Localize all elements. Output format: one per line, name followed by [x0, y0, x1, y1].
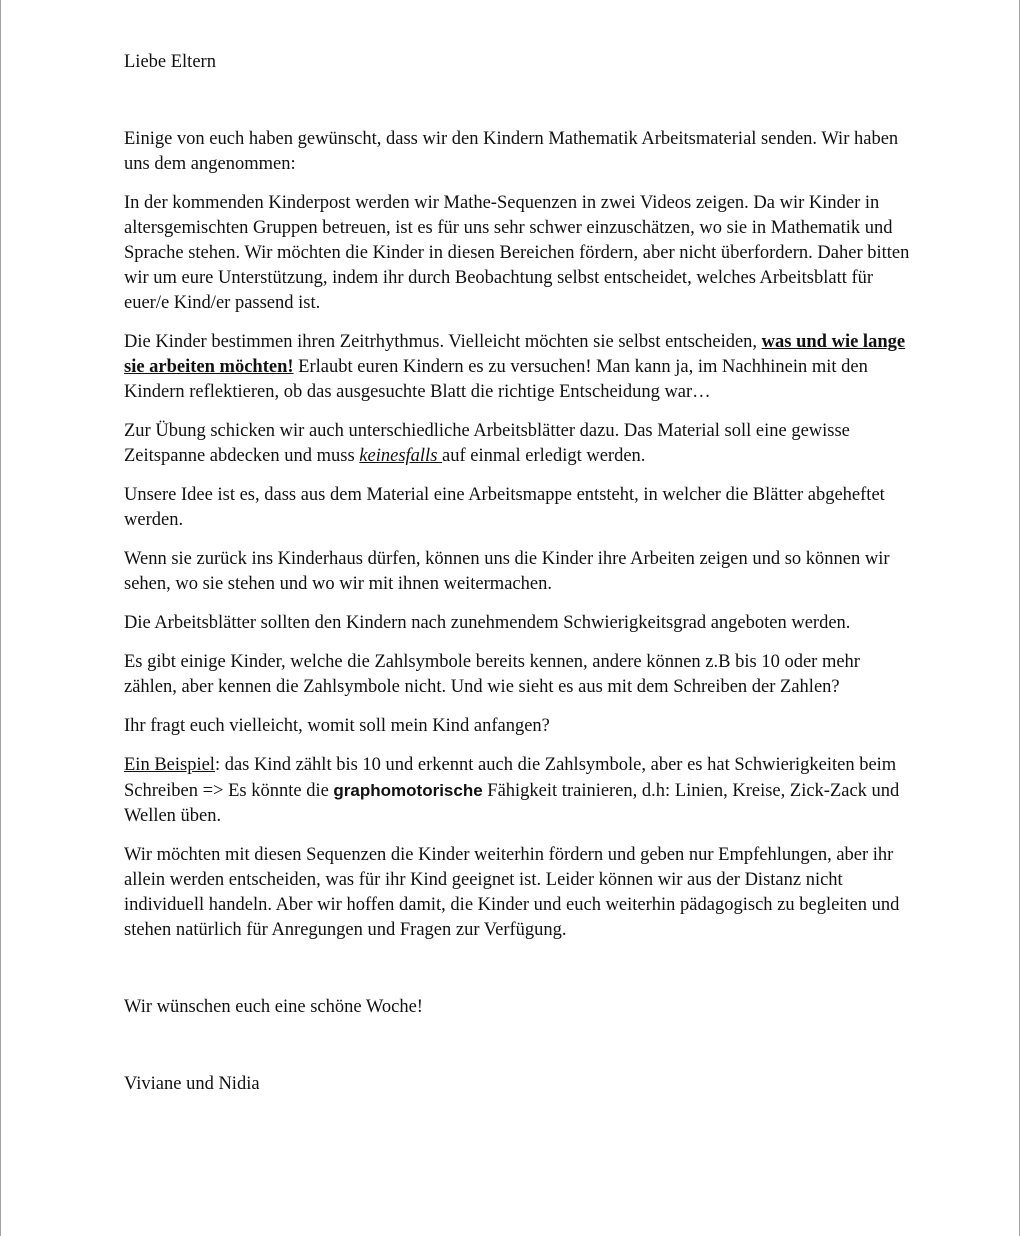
- letter-body: [124, 50, 914, 1111]
- paragraph-kinderpost: In der kommenden Kinderpost werden wir Mathe-Sequenzen in zwei Videos zeigen. Da wir Kinder in altersgemischten Gruppen betreuen, ist es für uns sehr schwer einzuschätzen, wo sie in Mathematik und Sprache stehen. Wir möchten die Kinder in diesen Bereichen fördern, aber nicht überfordern. Daher bitten wir um eure Unterstützung, indem ihr durch Beobachtung selbst entscheidet, welches Arbeitsblatt für euer/e Kind/er passend ist.: [124, 193, 910, 313]
- signature: Viviane und Nidia: [124, 1074, 260, 1094]
- paragraph-empfehlungen: Wir möchten mit diesen Sequenzen die Kinder weiterhin fördern und geben nur Empfehlungen, aber ihr allein werden entscheiden, was für ihr Kind geeignet ist. Leider können wir aus der Distanz nicht individuell handeln. Aber wir hoffen damit, die Kinder und euch weiterhin pädagogisch zu begleiten und stehen natürlich für Anregungen und Fragen zur Verfügung.: [124, 845, 900, 940]
- emphasis-keinesfalls: keinesfalls: [359, 446, 443, 466]
- paragraph-arbeitsmappe: Unsere Idee ist es, dass aus dem Material eine Arbeitsmappe entsteht, in welcher die Blätter abgeheftet werden.: [124, 485, 885, 530]
- paragraph-question: Ihr fragt euch vielleicht, womit soll mein Kind anfangen?: [124, 716, 550, 736]
- paragraph-zeitrhythmus-intro: Die Kinder bestimmen ihren Zeitrhythmus. Vielleicht möchten sie selbst entscheiden,: [124, 332, 762, 352]
- beispiel-label: Ein Beispiel: [124, 755, 215, 775]
- emphasis-was-und-wie-lange: was und wie lange sie arbeiten möchten!: [124, 332, 906, 377]
- paragraph-schwierigkeitsgrad: Die Arbeitsblätter sollten den Kindern nach zunehmendem Schwierigkeitsgrad angeboten werden.: [124, 613, 851, 633]
- paragraph-beispiel: [124, 753, 914, 829]
- paragraph-zahlsymbole: Es gibt einige Kinder, welche die Zahlsymbole bereits kennen, andere können z.B bis 10 oder mehr zählen, aber kennen die Zahlsymbole nicht. Und wie sieht es aus mit dem Schreiben der Zahlen?: [124, 652, 860, 697]
- closing-line: Wir wünschen euch eine schöne Woche!: [124, 997, 423, 1017]
- beispiel-rest: Fähigkeit trainieren, d.h: Linien, Kreise, Zick-Zack und Wellen üben.: [124, 781, 900, 826]
- paragraph-uebung-rest: auf einmal erledigt werden.: [442, 446, 646, 466]
- salutation: Liebe Eltern: [124, 52, 216, 72]
- paragraph-zeitrhythmus-rest: Erlaubt euren Kindern es zu versuchen! Man kann ja, im Nachhinein mit den Kindern reflektieren, ob das ausgesuchte Blatt die richtige Entscheidung war…: [124, 357, 868, 402]
- paragraph-kinderhaus: Wenn sie zurück ins Kinderhaus dürfen, können uns die Kinder ihre Arbeiten zeigen und so können wir sehen, wo sie stehen und wo wir mit ihnen weitermachen.: [124, 549, 890, 594]
- paragraph-request: Einige von euch haben gewünscht, dass wir den Kindern Mathematik Arbeitsmaterial senden. Wir haben uns dem angenommen:: [124, 129, 899, 174]
- paragraph-zeitrhythmus: [124, 330, 914, 405]
- emphasis-graphomotorische: graphomotorische: [333, 781, 483, 800]
- paragraph-uebung: [124, 419, 914, 469]
- beispiel-text: : das Kind zählt bis 10 und erkennt auch die Zahlsymbole, aber es hat Schwierigkeiten beim Schreiben => Es könnte die: [124, 755, 897, 801]
- paragraph-uebung-intro: Zur Übung schicken wir auch unterschiedliche Arbeitsblätter dazu. Das Material soll eine gewisse Zeitspanne abdecken und muss: [124, 421, 850, 466]
